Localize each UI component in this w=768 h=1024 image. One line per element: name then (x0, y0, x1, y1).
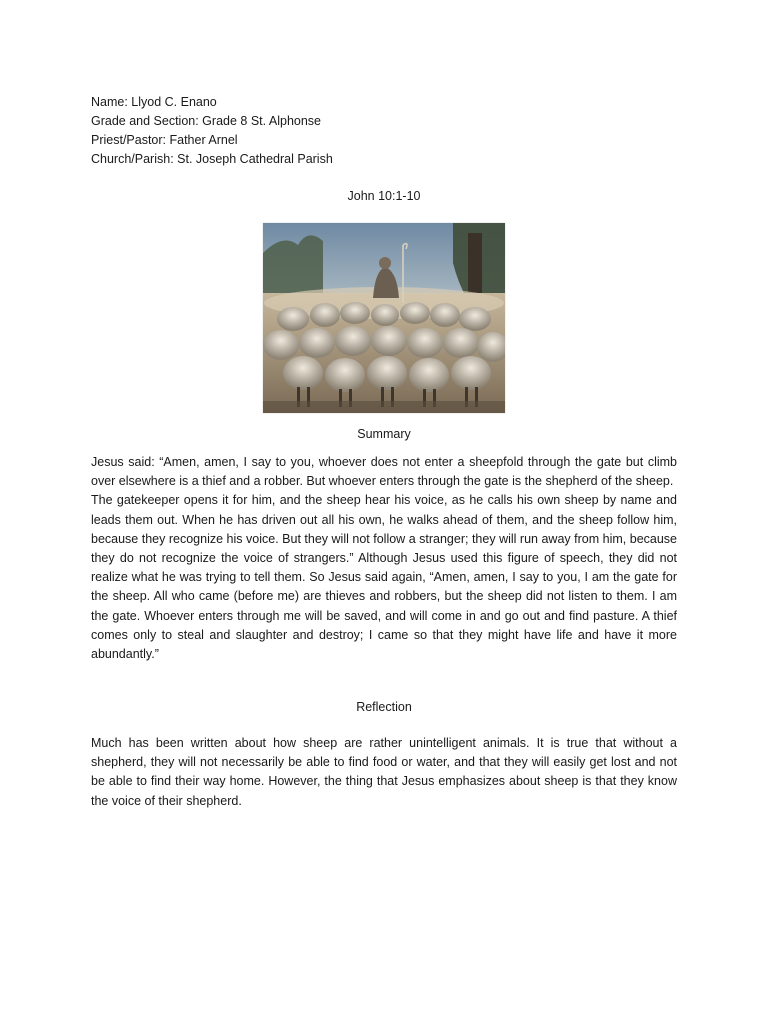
student-name: Name: Llyod C. Enano (91, 95, 217, 109)
reflection-body (91, 734, 677, 811)
student-info-header (91, 93, 511, 169)
summary-paragraph-1: Jesus said: “Amen, amen, I say to you, whoever does not enter a sheepfold through the gate but climb over elsewhere is a thief and a robber. But whoever enters through the gate is the shepherd of the sheep. (91, 455, 677, 489)
summary-body (91, 453, 677, 664)
reflection-paragraph-1: Much has been written about how sheep are rather unintelligent animals. It is true that without a shepherd, they will not necessarily be able to find food or water, and that they will easily get lost and not be able to find their way home. However, the thing that Jesus emphasizes about sheep is that they know the voice of their shepherd. (91, 736, 677, 808)
shepherd-illustration (263, 223, 505, 413)
church-parish: Church/Parish: St. Joseph Cathedral Parish (91, 152, 333, 166)
grade-section: Grade and Section: Grade 8 St. Alphonse (91, 114, 322, 128)
summary-heading: Summary (357, 427, 411, 441)
passage-reference: John 10:1-10 (347, 189, 421, 203)
priest-pastor: Priest/Pastor: Father Arnel (91, 133, 238, 147)
summary-paragraph-2: The gatekeeper opens it for him, and the sheep hear his voice, as he calls his own sheep by name and leads them out. When he has driven out all his own, he walks ahead of them, and the sheep follow him, because they recognize his voice. But they will not follow a stranger; they will run away from him, because they do not recognize the voice of strangers.” Although Jesus used this figure of speech, they did not realize what he was trying to tell them. So Jesus said again, “Amen, amen, I say to you, I am the gate for the sheep. All who came (before me) are thieves and robbers, but the sheep did not listen to them. I am the gate. Whoever enters through me will be saved, and will come in and go out and find pasture. A thief comes only to steal and slaughter and destroy; I came so that they might have life and have it more abundantly.” (91, 493, 677, 662)
reflection-heading: Reflection (356, 700, 412, 714)
shepherd-with-sheep-image (263, 223, 505, 413)
